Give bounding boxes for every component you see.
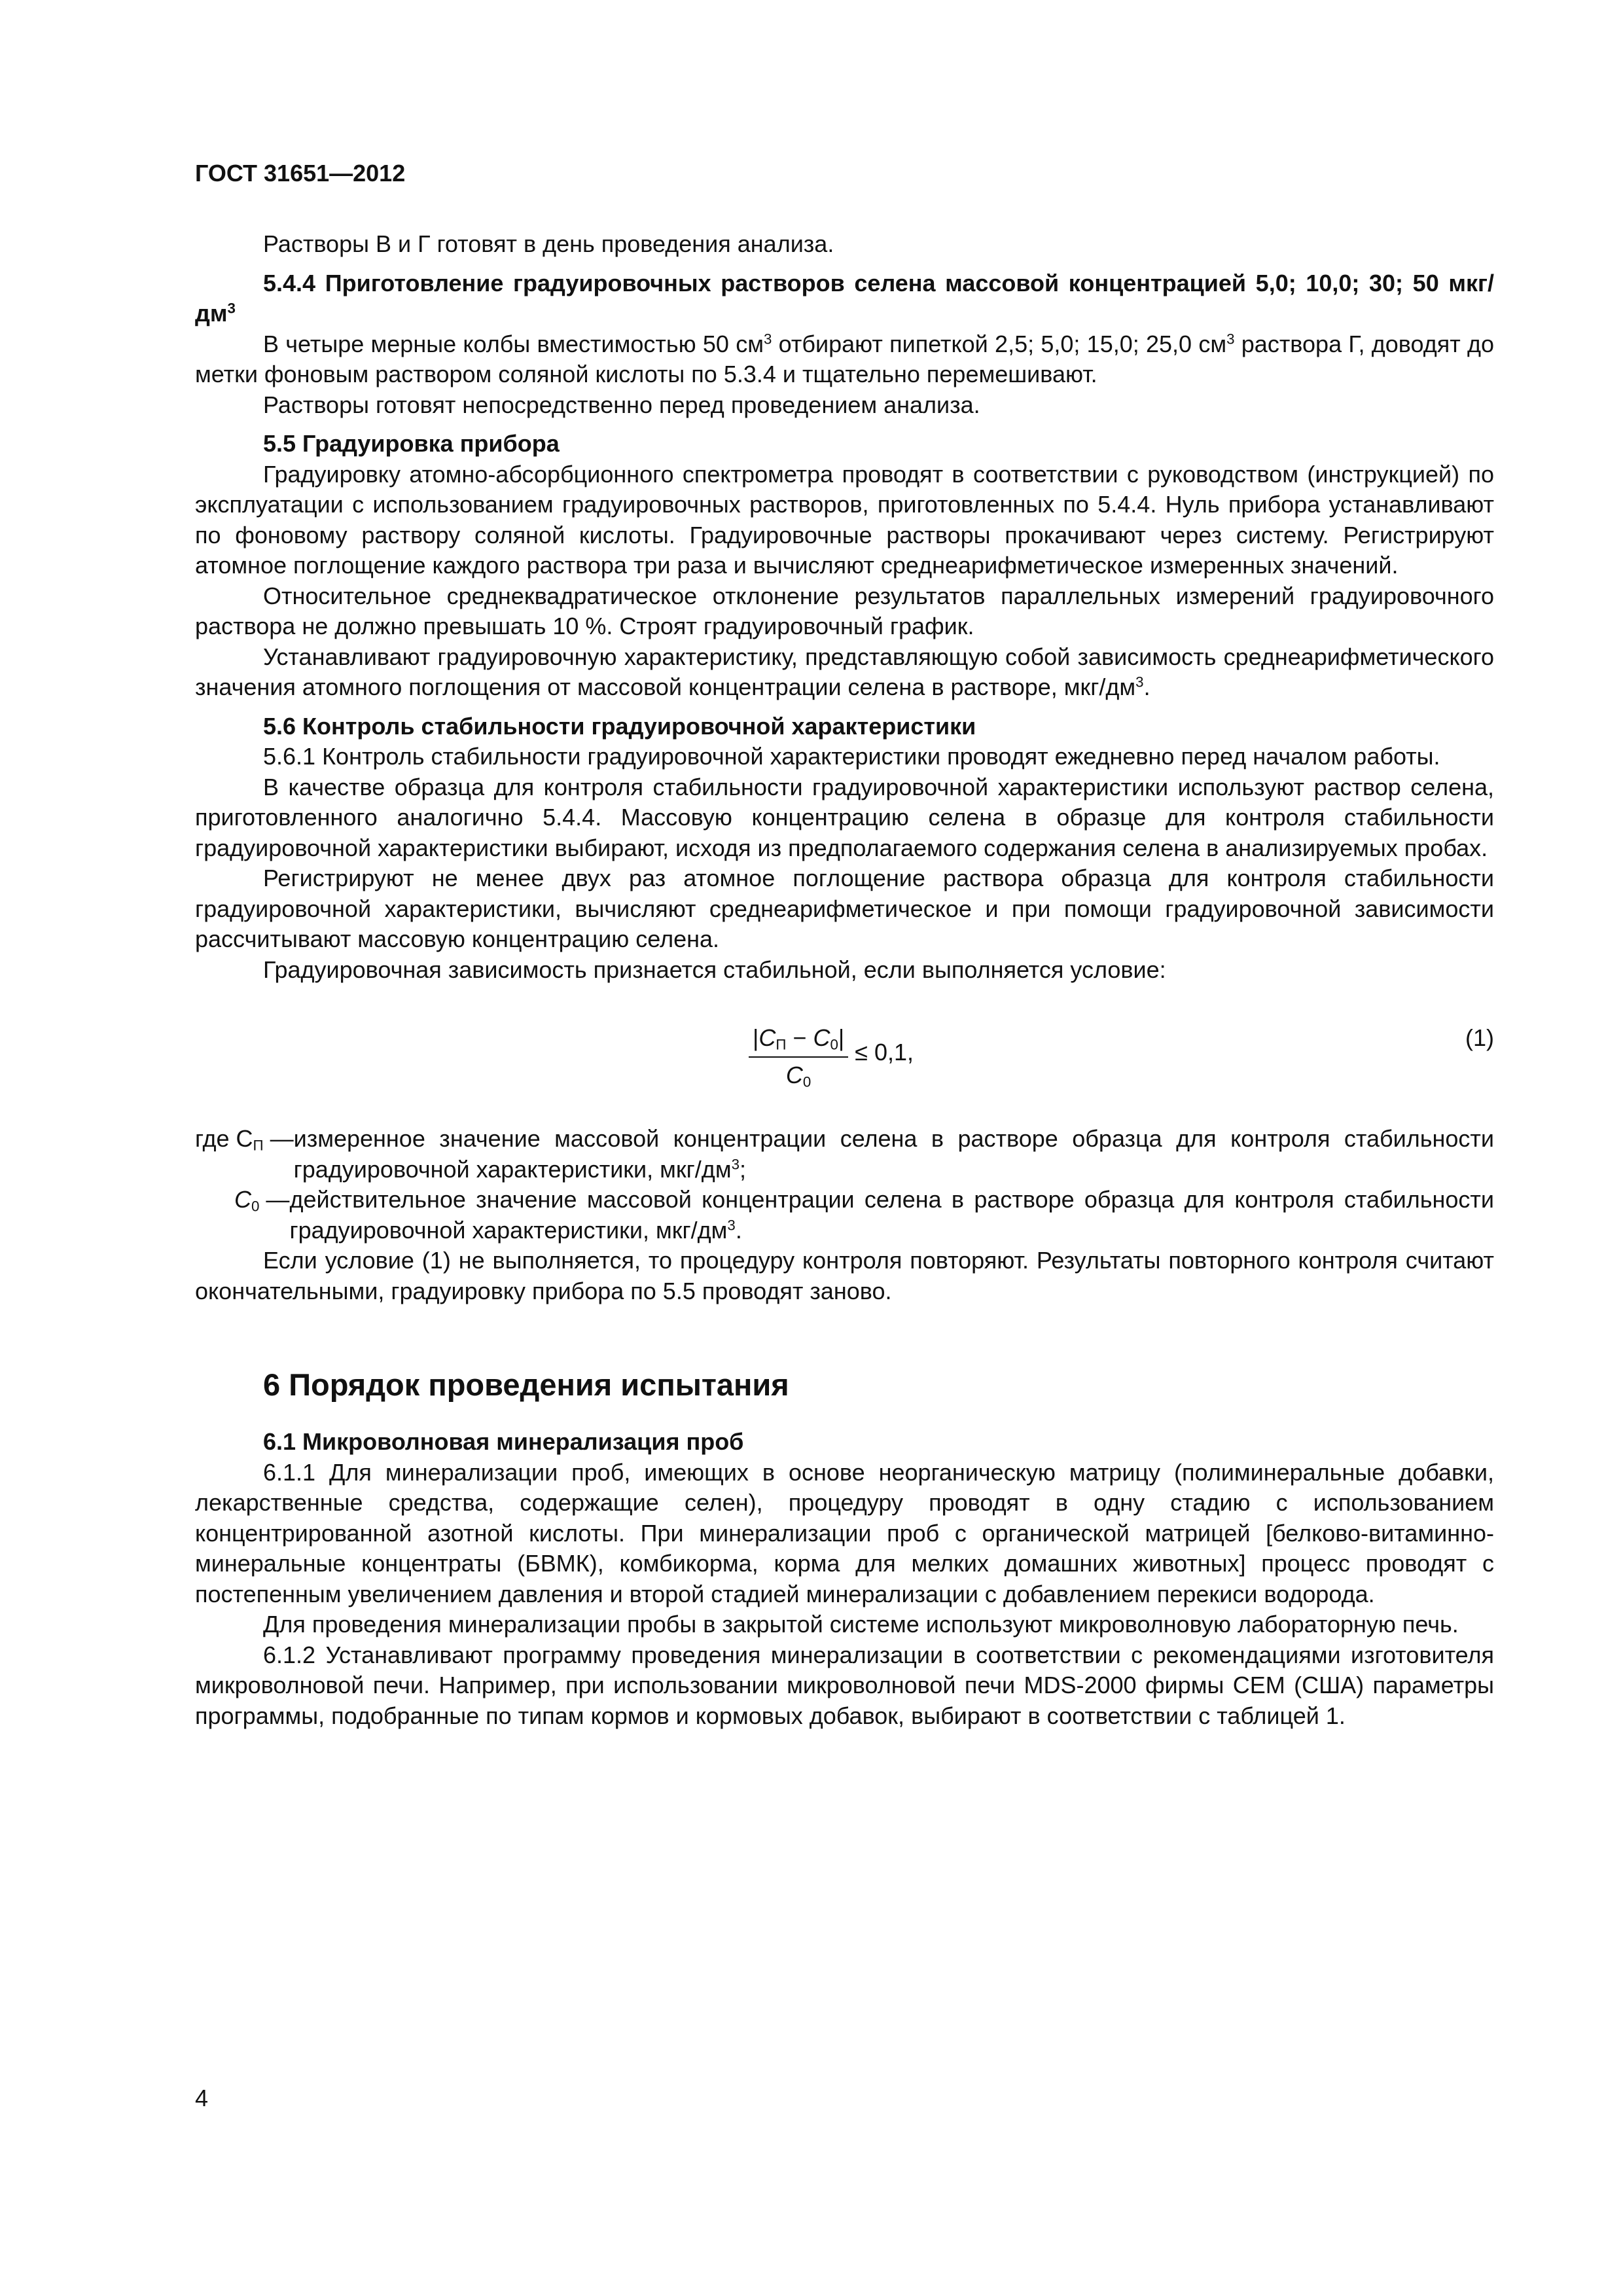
document-body xyxy=(195,229,1494,1731)
symbol-c: C xyxy=(813,1024,830,1051)
term-lead: где C xyxy=(195,1125,253,1152)
abs-bar: | xyxy=(753,1024,759,1051)
paragraph: Если условие (1) не выполняется, то процедуру контроля повторяют. Результаты повторного контроля считают окончательными, градуировку прибора по 5.5 проводят заново. xyxy=(195,1247,1494,1304)
subsection-heading-6-1: 6.1 Микроволновая минерализация проб xyxy=(263,1428,744,1455)
fraction xyxy=(749,1023,914,1090)
legend-term xyxy=(195,1124,294,1185)
legend-term xyxy=(234,1185,289,1246)
fraction-denominator xyxy=(749,1058,848,1091)
formula-1 xyxy=(195,1010,1494,1119)
superscript: 3 xyxy=(731,1156,740,1173)
page-number: 4 xyxy=(195,2085,209,2111)
paragraph xyxy=(195,329,1494,390)
subsection-heading-5-5: 5.5 Градуировка прибора xyxy=(263,430,560,457)
paragraph: Градуировочная зависимость признается стабильной, если выполняется условие: xyxy=(263,956,1166,983)
superscript: 3 xyxy=(1226,331,1235,348)
subscript: 0 xyxy=(830,1036,838,1053)
text-segment: . xyxy=(735,1216,742,1244)
superscript: 3 xyxy=(727,1217,736,1234)
paragraph xyxy=(195,642,1494,703)
subsection-heading-5-6: 5.6 Контроль стабильности градуировочной характеристики xyxy=(263,712,976,740)
heading-text: 5.4.4 Приготовление градуировочных растворов селена массовой концентрацией 5,0; 10,0; 30; 50 мкг/дм xyxy=(195,269,1494,327)
symbol-c: C xyxy=(758,1024,776,1051)
term-lead: C xyxy=(234,1186,251,1213)
section-heading-6: 6 Порядок проведения испытания xyxy=(263,1367,789,1402)
abs-bar: | xyxy=(838,1024,845,1051)
text-segment: раствора Г, доводят до метки фоновым раствором соляной кислоты по 5.3.4 и тщательно перемешивают. xyxy=(195,330,1494,387)
text-segment: . xyxy=(1143,673,1150,700)
text-segment: действительное значение массовой концентрации селена в растворе образца для контроля стабильности градуировочной характеристики, мкг/дм xyxy=(289,1186,1494,1244)
legend-description xyxy=(289,1185,1494,1246)
text-segment: отбирают пипеткой 2,5; 5,0; 15,0; 25,0 см xyxy=(772,330,1227,357)
text-segment: измеренное значение массовой концентрации селена в растворе образца для контроля стабильности градуировочной характеристики, мкг/дм xyxy=(293,1125,1494,1183)
formula-legend xyxy=(195,1124,1494,1246)
legend-entry xyxy=(195,1124,1494,1185)
paragraph: Для проведения минерализации пробы в закрытой системе используют микроволновую лабораторную печь. xyxy=(263,1611,1459,1638)
text-segment: В четыре мерные колбы вместимостью 50 см xyxy=(263,330,764,357)
symbol-c: C xyxy=(785,1061,803,1088)
superscript: 3 xyxy=(763,331,772,348)
paragraph: 5.6.1 Контроль стабильности градуировочной характеристики проводят ежедневно перед началом работы. xyxy=(263,743,1440,770)
paragraph: В качестве образца для контроля стабильности градуировочной характеристики используют раствор селена, приготовленного аналогично 5.4.4. Массовую концентрацию селена в образце для контроля стабильности градуировочной характеристики выбирают, исходя из предполагаемого содержания селена в анализируемых пробах. xyxy=(195,773,1494,861)
paragraph: Растворы готовят непосредственно перед проведением анализа. xyxy=(263,391,980,418)
legend-description xyxy=(294,1124,1494,1185)
subscript: П xyxy=(253,1137,264,1154)
equation-number: (1) xyxy=(1465,1024,1494,1051)
paragraph: 6.1.2 Устанавливают программу проведения минерализации в соответствии с рекомендациями изготовителя микроволновой печи. Например, при использовании микроволновой печи MDS-2000 фирмы CEM (США) параметры программы, подобранные по типам кормов и кормовых добавок, выбирают в соответствии с таблицей 1. xyxy=(195,1641,1494,1729)
paragraph: Градуировку атомно-абсорбционного спектрометра проводят в соответствии с руководством (инструкцией) по эксплуатации с использованием градуировочных растворов, приготовленных по 5.4.4. Нуль прибора устанавливают по фоновому раствору соляной кислоты. Градуировочные растворы прокачивают через систему. Регистрируют атомное поглощение каждого раствора три раза и вычисляют среднеарифметическое измеренных значений. xyxy=(195,460,1494,579)
subsection-heading-5-4-4 xyxy=(195,268,1494,329)
dash: — xyxy=(263,1125,294,1152)
paragraph: Растворы В и Г готовят в день проведения анализа. xyxy=(263,230,834,257)
subscript: 0 xyxy=(802,1073,812,1090)
fraction-numerator xyxy=(749,1023,848,1058)
dash: — xyxy=(259,1186,290,1213)
subscript: 0 xyxy=(251,1198,260,1215)
text-segment: Устанавливают градуировочную характеристику, представляющую собой зависимость среднеарифметического значения атомного поглощения от массовой концентрации селена в растворе, мкг/дм xyxy=(195,643,1494,700)
text-segment: ; xyxy=(739,1155,746,1183)
paragraph: Регистрируют не менее двух раз атомное поглощение раствора образца для контроля стабильности градуировочной характеристики, вычисляют среднеарифметическое и при помощи градуировочной зависимости рассчитывают массовую концентрацию селена. xyxy=(195,865,1494,952)
document-header: ГОСТ 31651—2012 xyxy=(195,160,406,187)
superscript: 3 xyxy=(1135,673,1144,691)
legend-entry xyxy=(195,1185,1494,1246)
formula-relation: ≤ 0,1, xyxy=(855,1039,914,1066)
paragraph: Относительное среднеквадратическое отклонение результатов параллельных измерений градуировочного раствора не должно превышать 10 %. Строят градуировочный график. xyxy=(195,582,1494,639)
superscript: 3 xyxy=(227,300,236,317)
paragraph: 6.1.1 Для минерализации проб, имеющих в основе неорганическую матрицу (полиминеральные добавки, лекарственные средства, содержащие селен), процедуру проводят в одну стадию с использованием концентрированной азотной кислоты. При минерализации проб с органической матрицей [белково-витаминно-минеральные концентраты (БВМК), комбикорма, корма для мелких домашних животных] процесс проводят с постепенным увеличением давления и второй стадией минерализации с добавлением перекиси водорода. xyxy=(195,1458,1494,1607)
minus-sign: − xyxy=(786,1024,813,1051)
subscript: П xyxy=(776,1036,787,1053)
